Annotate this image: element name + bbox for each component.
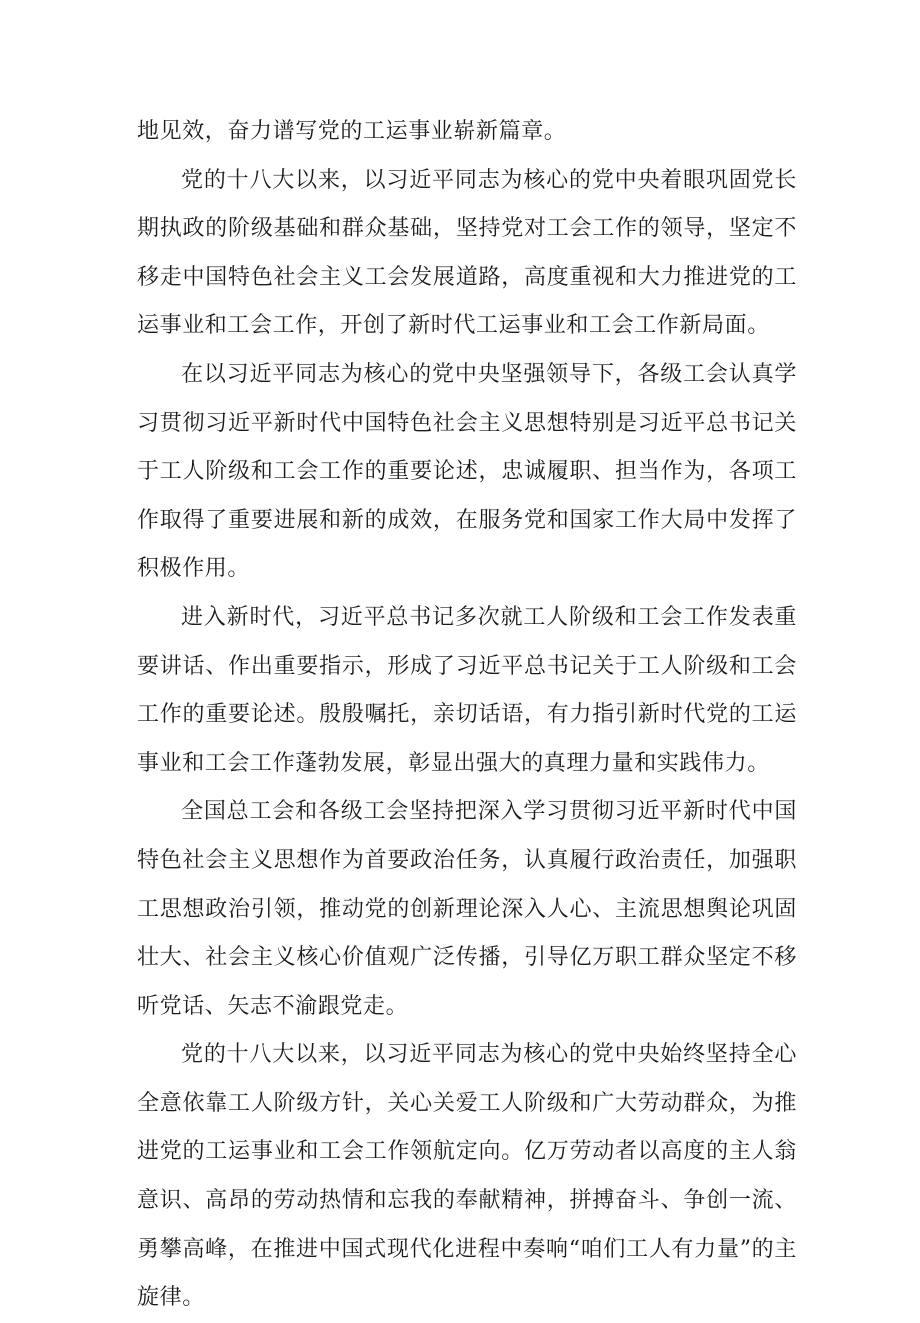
document-body [137,108,797,1323]
paragraph: 在以习近平同志为核心的党中央坚强领导下，各级工会认真学习贯彻习近平新时代中国特色社会主义思想特别是习近平总书记关于工人阶级和工会工作的重要论述，忠诚履职、担当作为，各项工作取得了重要进展和新的成效，在服务党和国家工作大局中发挥了积极作用。 [137,361,797,582]
paragraph-continuation: 地见效，奋力谱写党的工运事业崭新篇章。 [137,119,567,144]
paragraph: 进入新时代，习近平总书记多次就工人阶级和工会工作发表重要讲话、作出重要指示，形成了习近平总书记关于工人阶级和工会工作的重要论述。殷殷嘱托，亲切话语，有力指引新时代党的工运事业和工会工作蓬勃发展，彰显出强大的真理力量和实践伟力。 [137,604,797,776]
paragraph: 全国总工会和各级工会坚持把深入学习贯彻习近平新时代中国特色社会主义思想作为首要政治任务，认真履行政治责任，加强职工思想政治引领，推动党的创新理论深入人心、主流思想舆论巩固壮大、社会主义核心价值观广泛传播，引导亿万职工群众坚定不移听党话、矢志不渝跟党走。 [137,799,797,1019]
paragraph: 党的十八大以来，以习近平同志为核心的党中央始终坚持全心全意依靠工人阶级方针，关心关爱工人阶级和广大劳动群众，为推进党的工运事业和工会工作领航定向。亿万劳动者以高度的主人翁意识、高昂的劳动热情和忘我的奉献精神，拼搏奋斗、争创一流、勇攀高峰，在推进中国式现代化进程中奏响“咱们工人有力量”的主旋律。 [137,1042,797,1311]
paragraph: 党的十八大以来，以习近平同志为核心的党中央着眼巩固党长期执政的阶级基础和群众基础，坚持党对工会工作的领导，坚定不移走中国特色社会主义工会发展道路，高度重视和大力推进党的工运事业和工会工作，开创了新时代工运事业和工会工作新局面。 [137,167,797,339]
